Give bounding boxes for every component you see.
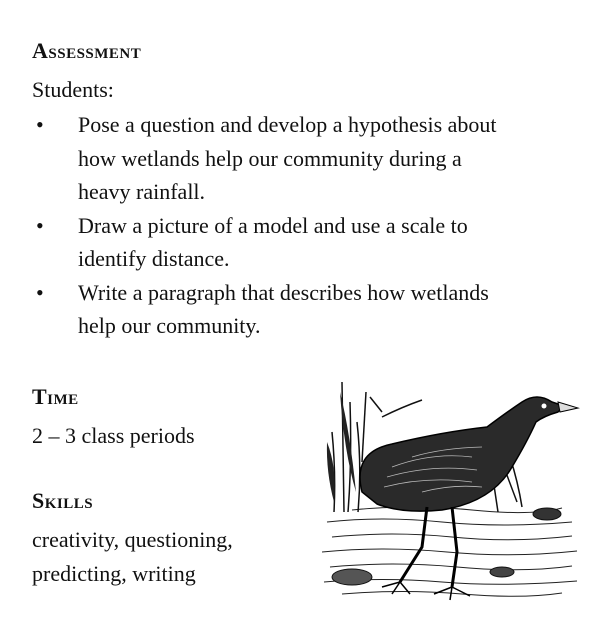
list-item <box>32 209 478 276</box>
reed-leaves-icon <box>327 392 356 502</box>
bullet-text: Draw a picture of a model and use a scale to identify distance. <box>78 212 468 271</box>
bird-eye-icon <box>542 404 547 409</box>
bird-beak-icon <box>558 402 578 412</box>
list-item <box>32 276 498 343</box>
assessment-heading: Assessment <box>32 38 142 63</box>
bird-body-icon <box>360 397 564 511</box>
bird-feet-icon <box>382 582 470 600</box>
skills-line-1: creativity, questioning, <box>32 527 233 552</box>
skills-line-2: predicting, writing <box>32 561 196 586</box>
bullet-icon: • <box>36 279 44 305</box>
bullet-text: Pose a question and develop a hypothesis about how wetlands help our community during a heavy rainfall. <box>78 112 497 204</box>
bullet-text: Write a paragraph that describes how wetlands help our community. <box>78 279 489 338</box>
wading-bird-illustration <box>322 372 580 602</box>
bullet-icon: • <box>36 212 44 238</box>
time-heading: Time <box>32 384 79 409</box>
bullet-icon: • <box>36 112 44 137</box>
skills-heading: Skills <box>32 488 94 513</box>
time-value: 2 – 3 class periods <box>32 423 195 448</box>
assessment-intro: Students: <box>32 77 114 102</box>
bird-legs-icon <box>400 507 457 587</box>
list-item <box>32 108 498 209</box>
assessment-list <box>32 108 532 343</box>
